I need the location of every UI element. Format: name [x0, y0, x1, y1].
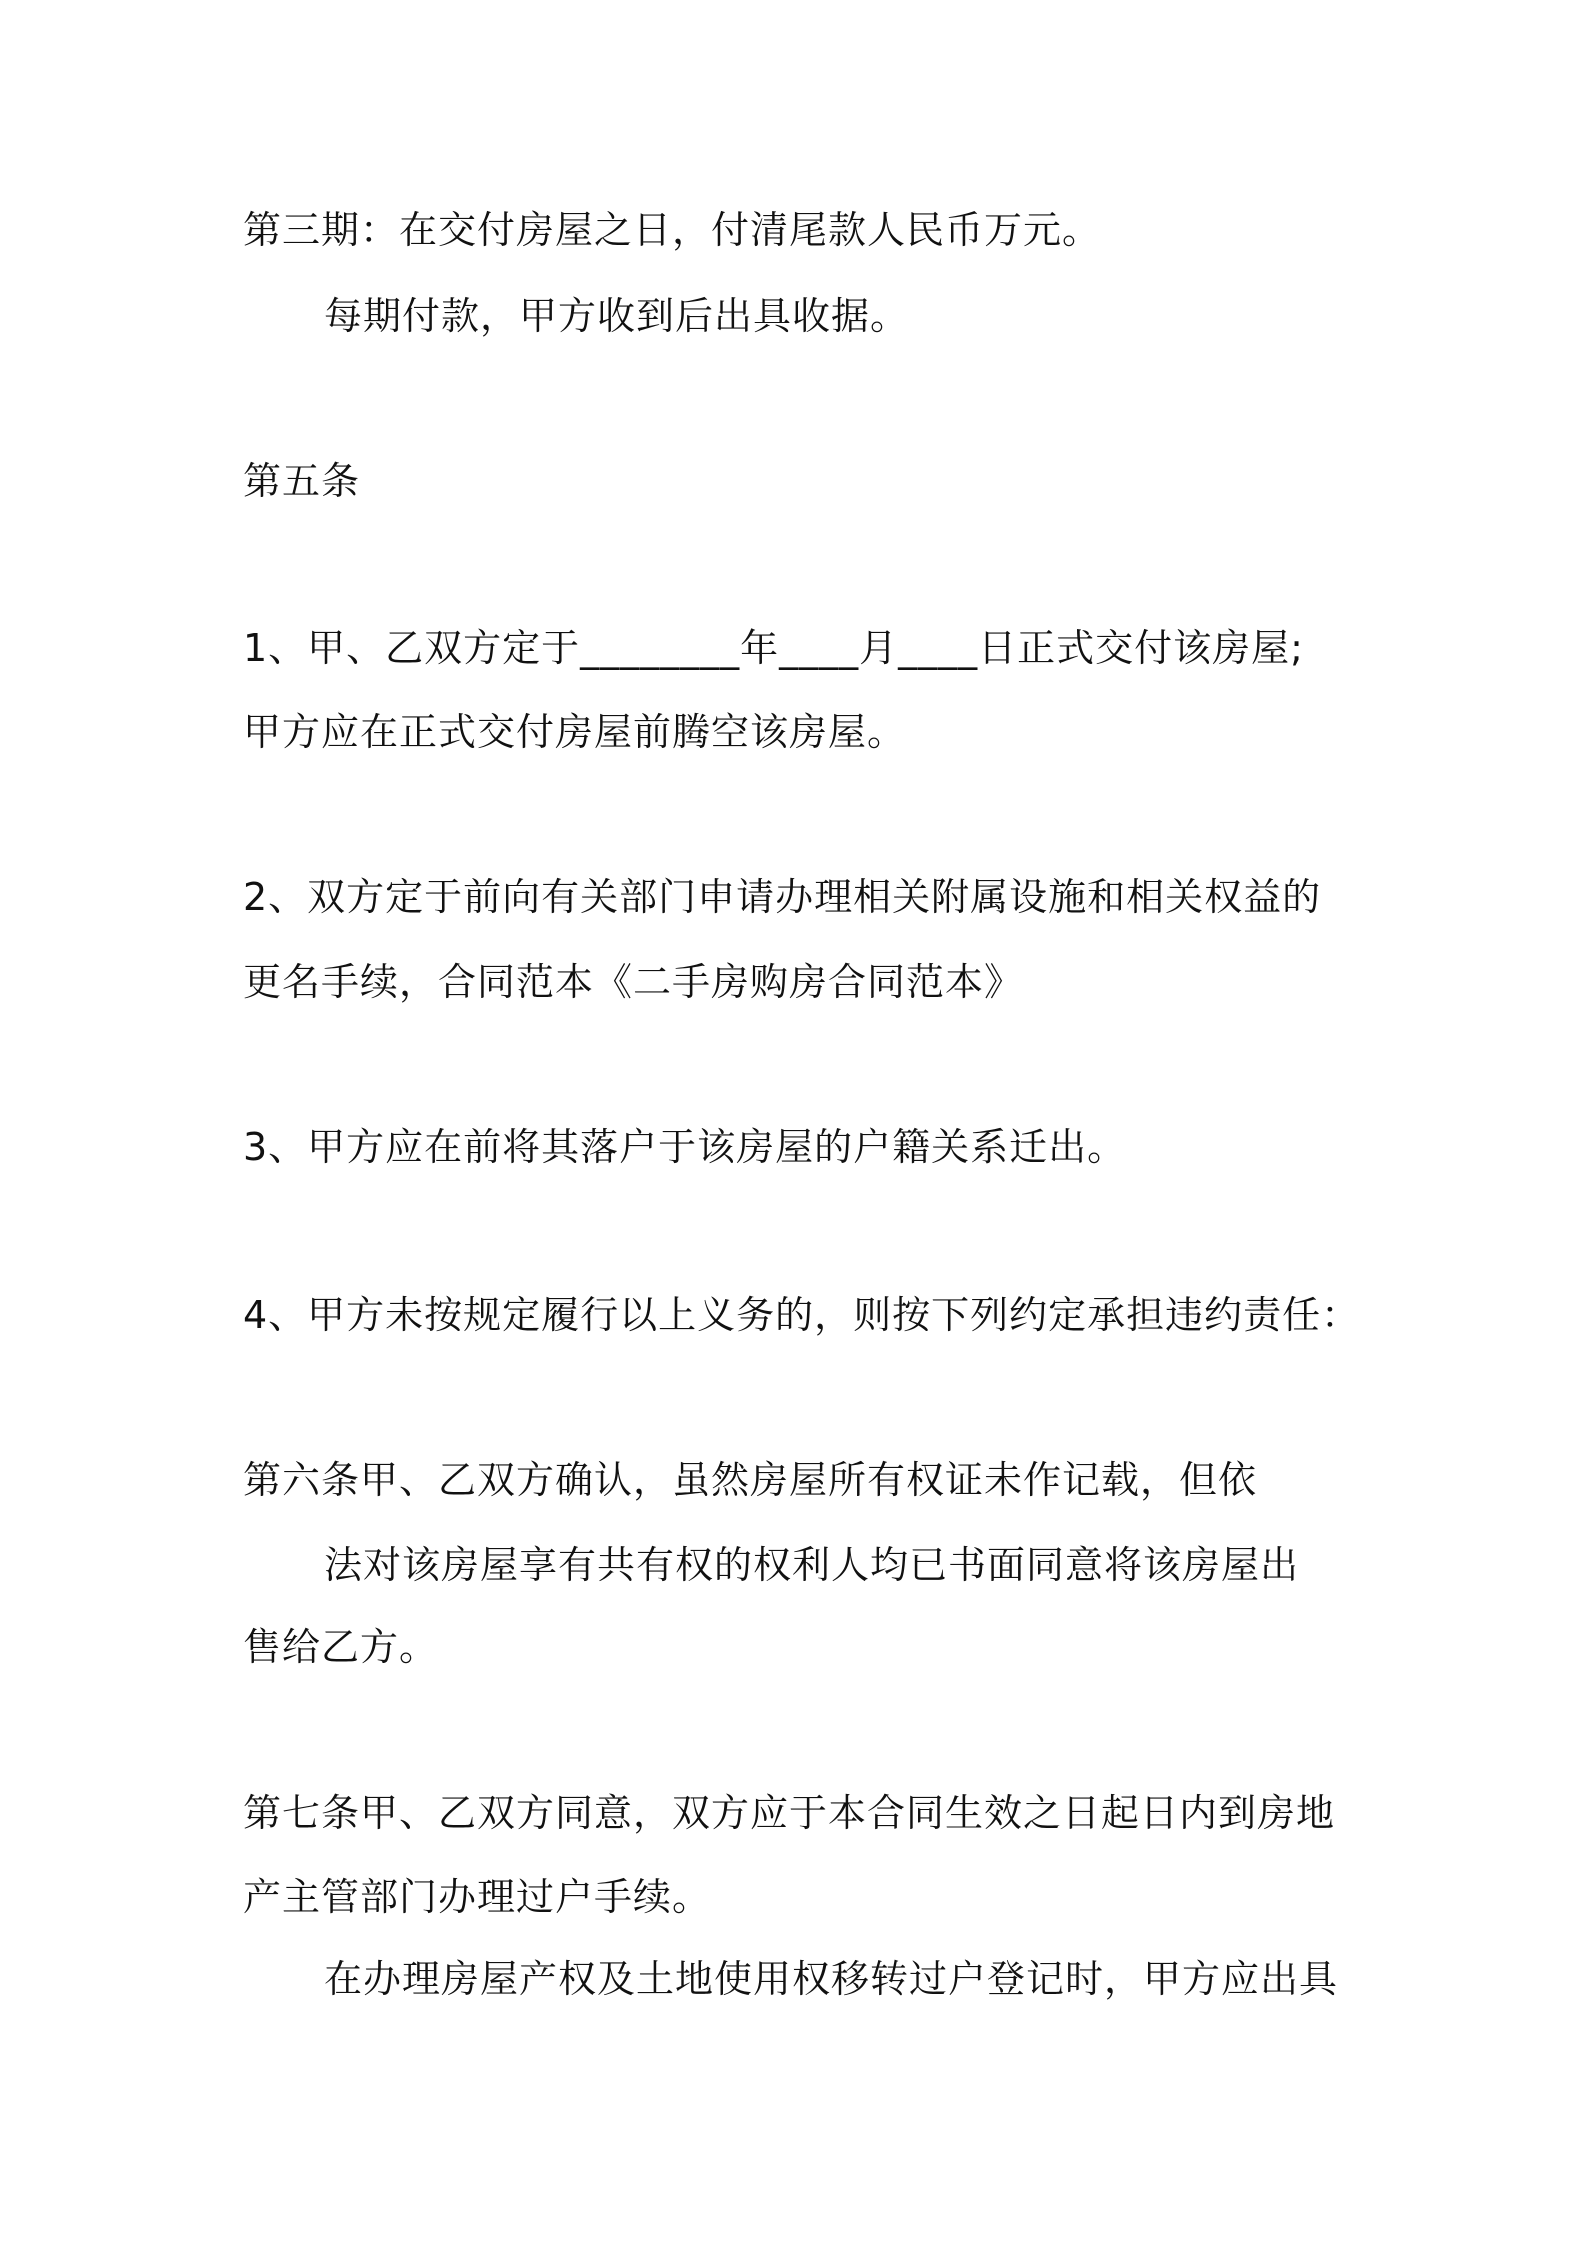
payment-receipt-note: 每期付款，甲方收到后出具收据。 [324, 294, 910, 338]
payment-final-installment: 第三期：在交付房屋之日，付清尾款人民币万元。 [243, 208, 1102, 252]
article-5-heading: 第五条 [243, 459, 361, 503]
article-5-item-1-line-1: 1、甲、乙双方定于________年____月____日正式交付该房屋; [243, 626, 1304, 670]
article-6-line-2: 法对该房屋享有共有权的权利人均已书面同意将该房屋出 [324, 1543, 1300, 1587]
article-5-item-2-line-2: 更名手续，合同范本《二手房购房合同范本》 [243, 960, 1024, 1004]
article-5-item-1-line-2: 甲方应在正式交付房屋前腾空该房屋。 [243, 710, 907, 754]
article-6-line-3: 售给乙方。 [243, 1625, 439, 1669]
article-7-line-1: 第七条甲、乙双方同意，双方应于本合同生效之日起日内到房地 [243, 1791, 1336, 1835]
article-6-line-1: 第六条甲、乙双方确认，虽然房屋所有权证未作记载，但依 [243, 1458, 1258, 1502]
article-5-item-3: 3、甲方应在前将其落户于该房屋的户籍关系迁出。 [243, 1125, 1127, 1169]
article-7-line-2: 产主管部门办理过户手续。 [243, 1875, 712, 1919]
article-5-item-2-line-1: 2、双方定于前向有关部门申请办理相关附属设施和相关权益的 [243, 875, 1322, 919]
article-7-line-3: 在办理房屋产权及土地使用权移转过户登记时，甲方应出具 [324, 1957, 1339, 2001]
article-5-item-4: 4、甲方未按规定履行以上义务的，则按下列约定承担违约责任： [243, 1293, 1361, 1337]
